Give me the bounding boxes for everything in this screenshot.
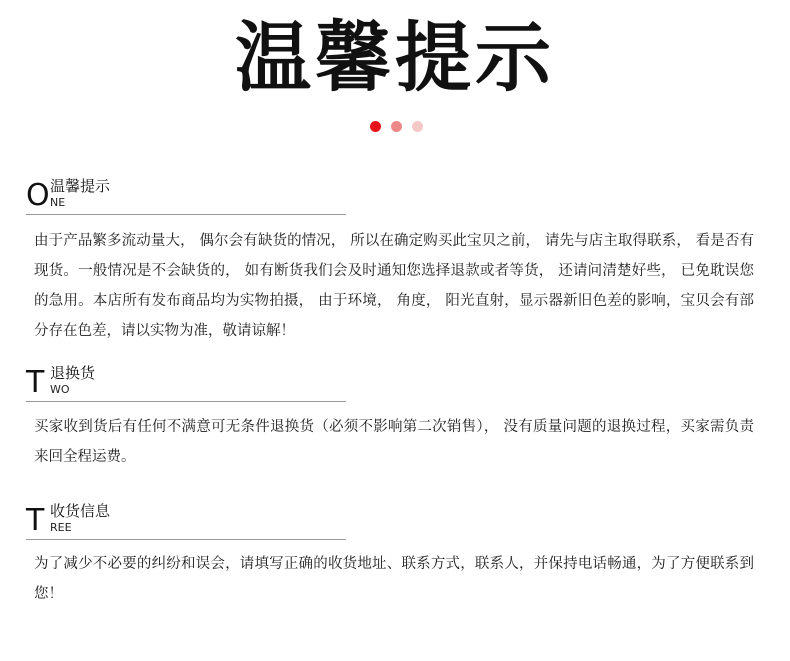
section-title: 退换货 — [50, 364, 96, 382]
divider — [26, 214, 346, 215]
dot-indicator — [412, 121, 423, 132]
section-subtitle: NE — [50, 196, 66, 209]
section-title: 收货信息 — [50, 502, 111, 520]
section-initial: T — [26, 365, 45, 400]
section-title: 温馨提示 — [50, 177, 111, 195]
section-subtitle: REE — [50, 521, 72, 534]
section-subtitle: WO — [50, 383, 70, 396]
divider — [26, 401, 346, 402]
section-initial: O — [26, 178, 50, 213]
dot-indicator — [370, 121, 381, 132]
section-body: 买家收到货后有任何不满意可无条件退换货（必须不影响第二次销售）， 没有质量问题的退换过程，买家需负责来回全程运费。 — [34, 419, 754, 465]
section-header-two — [26, 364, 346, 404]
section-header-one — [26, 177, 346, 217]
section-body: 由于产品繁多流动量大， 偶尔会有缺货的情况， 所以在确定购买此宝贝之前， 请先与店主取得联系， 看是否有现货。一般情况是不会缺货的， 如有断货我们会及时通知您选择退款或者等货， 还请问清楚好些， 已免耽误您的急用。本店所有发布商品均为实物拍摄， 由于环境， 角度， 阳光直射，显示器新旧色差的影响，宝贝会有部分存在色差，请以实物为准，敬请谅解！ — [34, 233, 754, 339]
section-initial: T — [26, 503, 45, 538]
page-title: 温馨提示 — [235, 13, 555, 102]
dot-indicator — [391, 121, 402, 132]
divider — [26, 539, 346, 540]
section-header-three — [26, 502, 346, 542]
section-body: 为了减少不必要的纠纷和误会，请填写正确的收货地址、联系方式，联系人，并保持电话畅通，为了方便联系到您！ — [34, 556, 754, 602]
